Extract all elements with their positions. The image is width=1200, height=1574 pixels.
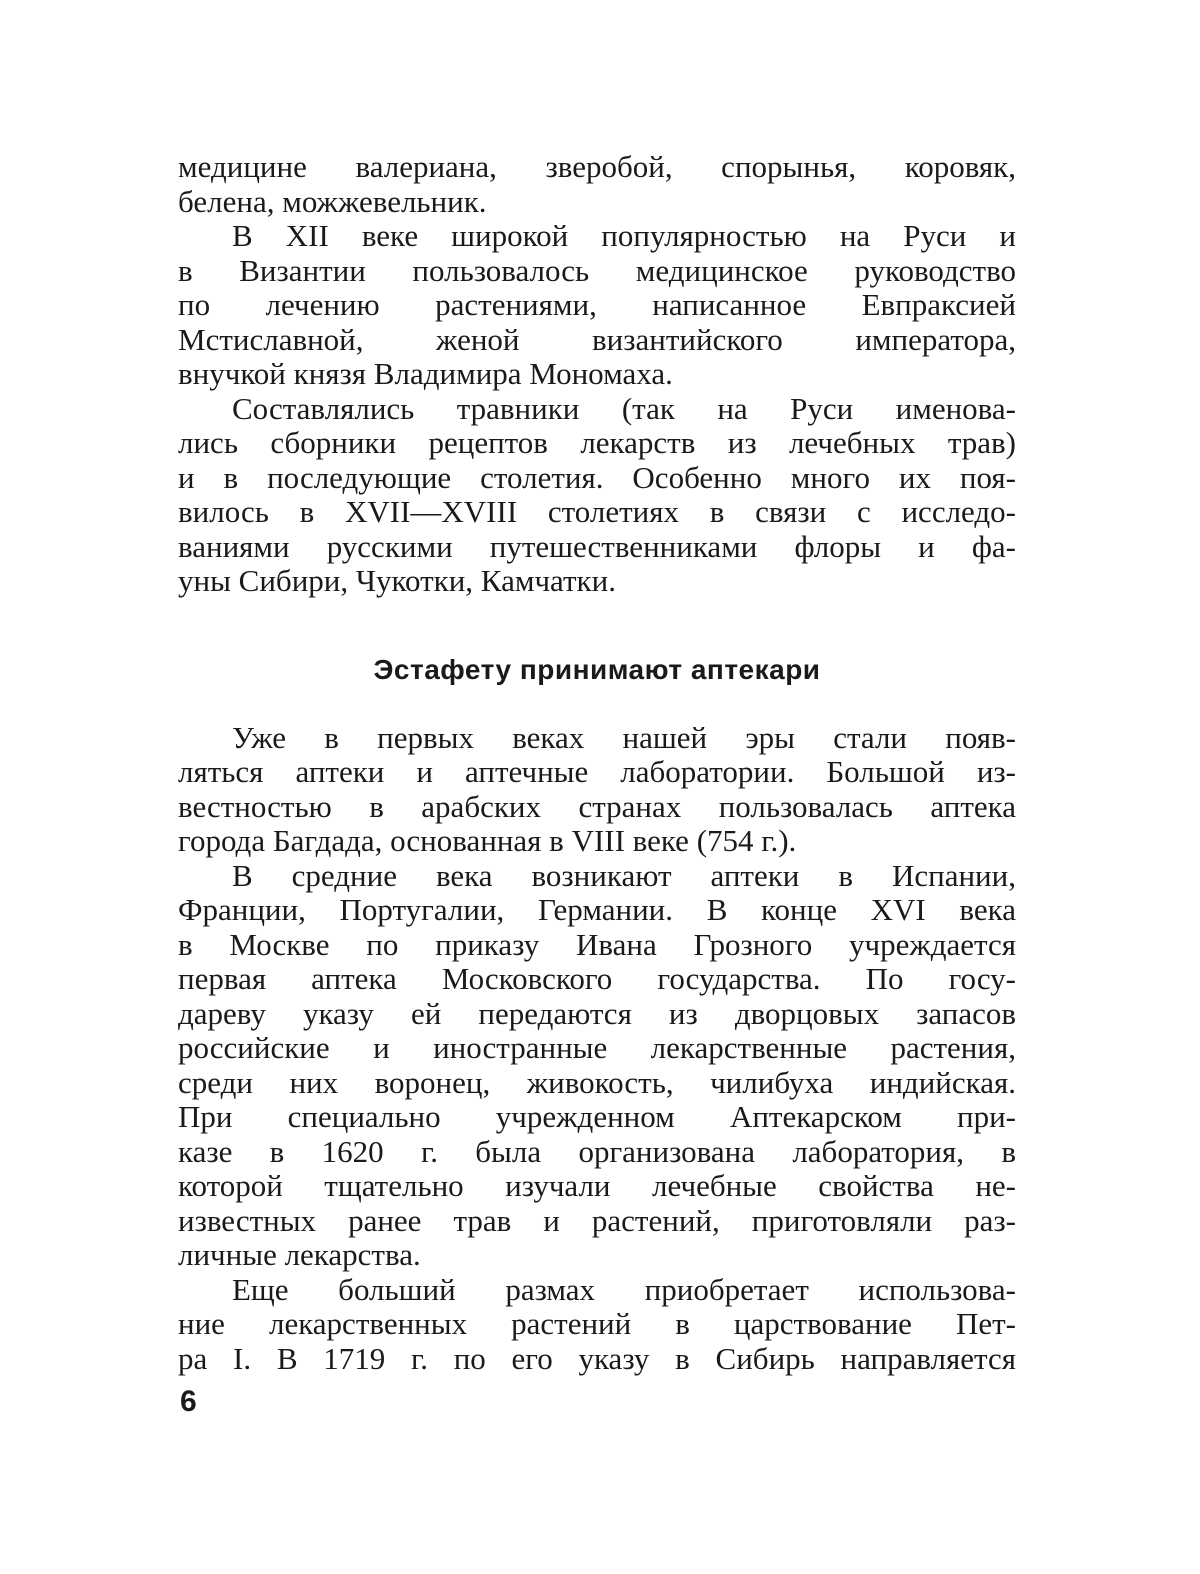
text-line: личные лекарства. [178, 1237, 421, 1272]
text-line: Франции, Португалии, Германии. В конце XVI века [178, 892, 1016, 927]
paragraph [178, 1273, 1016, 1377]
text-line: ваниями русскими путешественниками флоры и фа- [178, 528, 1016, 564]
text-line: ние лекарственных растений в царствование Пет- [178, 1306, 1016, 1341]
section-heading: Эстафету принимают аптекари [373, 653, 821, 685]
text-line: в Москве по приказу Ивана Грозного учреждается [178, 926, 1016, 962]
text-line: При специально учрежденном Аптекарском при- [178, 1099, 1016, 1134]
text-line: Уже в первых веках нашей эры стали появ- [232, 719, 1016, 755]
text-line: белена, можжевельник. [178, 183, 487, 219]
paragraph [178, 150, 1016, 219]
text-line: В XII веке широкой популярностью на Руси и [232, 218, 1016, 253]
text-line: ляться аптеки и аптечные лаборатории. Большой из- [178, 754, 1016, 789]
text-line: первая аптека Московского государства. По госу- [178, 961, 1016, 996]
paragraph [178, 721, 1016, 859]
text-line: среди них воронец, живокость, чилибуха индийская. [178, 1064, 1016, 1100]
text-line: Еще больший размах приобретает использова- [232, 1271, 1016, 1307]
text-line: внучкой князя Владимира Мономаха. [178, 356, 673, 391]
text-line: известных ранее трав и растений, приготовляли раз- [178, 1202, 1016, 1238]
text-line: казе в 1620 г. была организована лаборатория, в [178, 1133, 1016, 1169]
text-line: лись сборники рецептов лекарств из лечебных трав) [178, 425, 1016, 460]
paragraph [178, 392, 1016, 599]
text-line: дареву указу ей передаются из дворцовых запасов [178, 995, 1016, 1031]
text-line: Составлялись травники (так на Руси именова- [232, 390, 1016, 426]
text-line: и в последующие столетия. Особенно много их поя- [178, 459, 1016, 495]
text-line: вилось в XVII—XVIII столетиях в связи с исследо- [178, 494, 1016, 529]
text-line: российские и иностранные лекарственные растения, [178, 1030, 1016, 1065]
text-line: Мстиславной, женой византийского императора, [178, 321, 1016, 357]
text-line: города Багдада, основанная в VIII веке (754 г.). [178, 823, 797, 858]
page-body [178, 150, 1016, 1376]
paragraph [178, 219, 1016, 392]
text-line: вестностью в арабских странах пользовалась аптека [178, 788, 1016, 824]
text-line: которой тщательно изучали лечебные свойства не- [178, 1168, 1016, 1203]
text-line: В средние века возникают аптеки в Испании, [232, 857, 1016, 893]
text-line: ра I. В 1719 г. по его указу в Сибирь направляется [178, 1340, 1016, 1376]
text-line: по лечению растениями, написанное Евпраксией [178, 287, 1016, 322]
text-line: в Византии пользовалось медицинское руководство [178, 252, 1016, 288]
paragraph [178, 859, 1016, 1273]
text-line: уны Сибири, Чукотки, Камчатки. [178, 563, 616, 598]
page-number: 6 [180, 1385, 197, 1418]
text-line: медицине валериана, зверобой, спорынья, коровяк, [178, 149, 1016, 184]
